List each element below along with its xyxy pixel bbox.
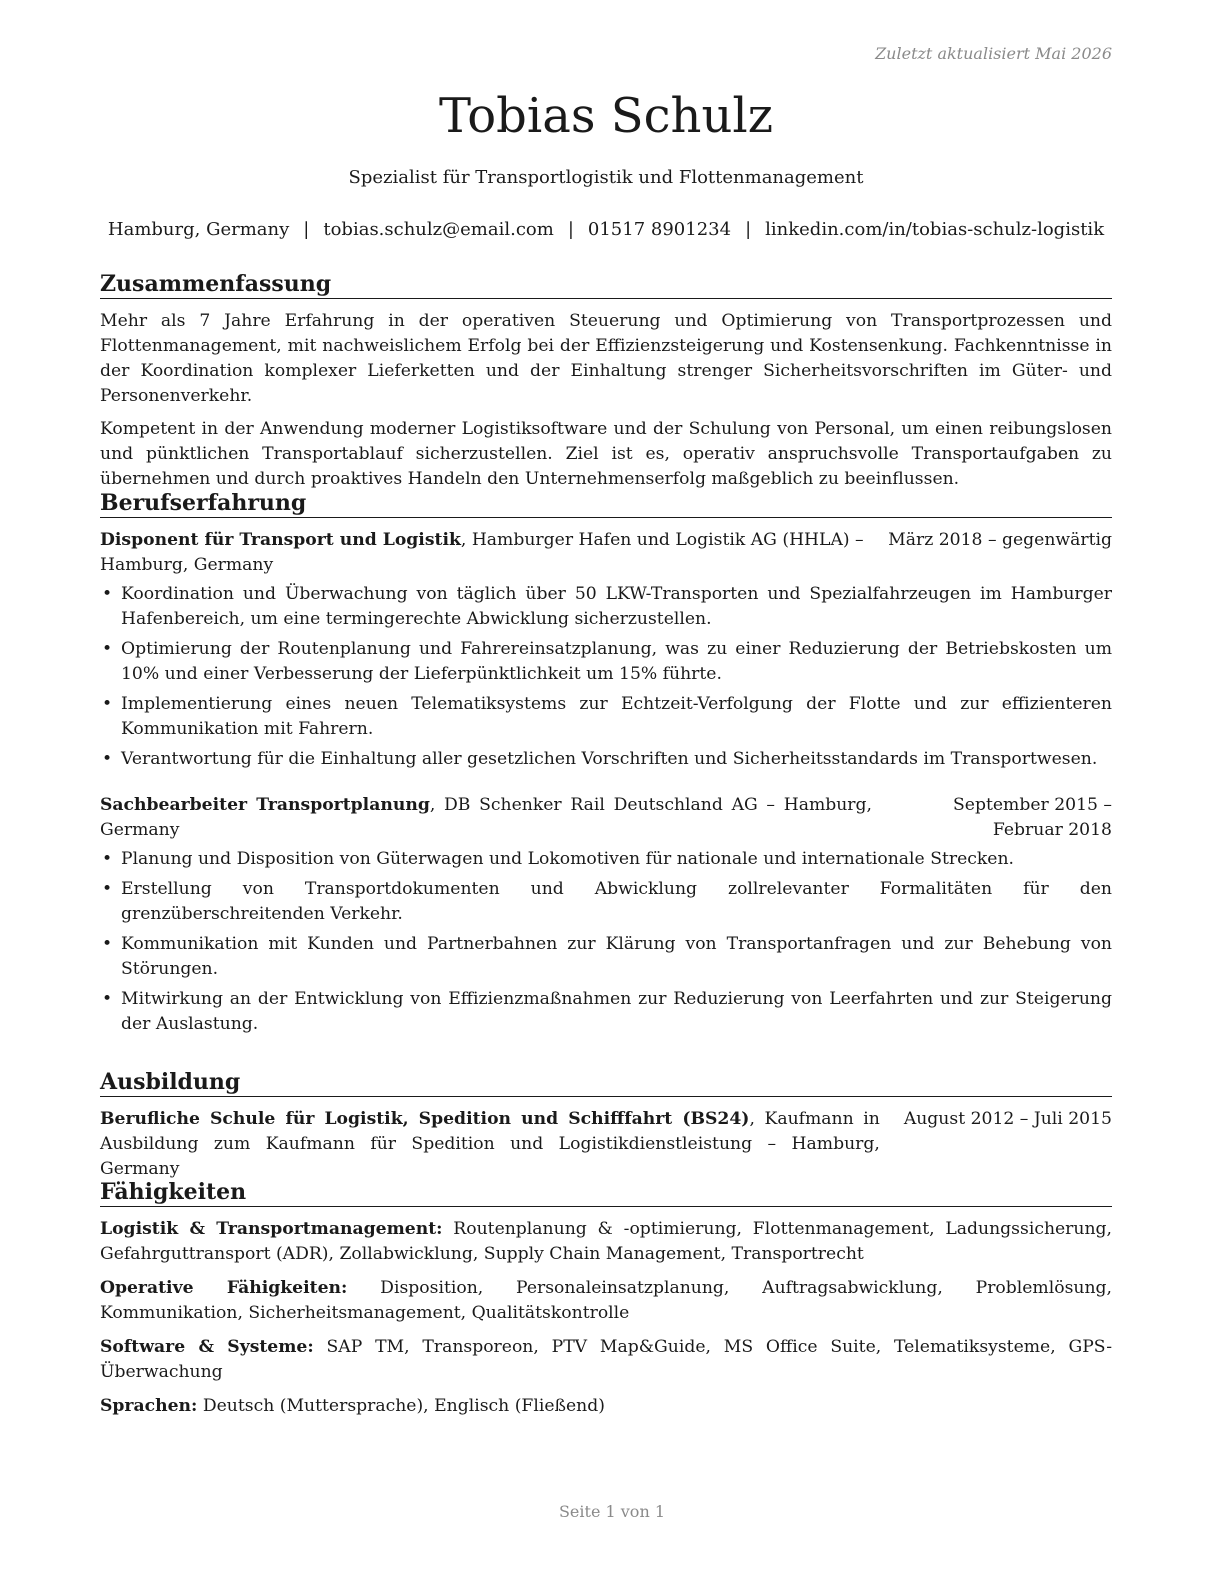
job-bullet: • Planung und Disposition von Güterwagen und Lokomotiven für nationale und internationale Strecken. [100, 847, 1112, 872]
education-description [100, 1107, 880, 1182]
candidate-subtitle: Spezialist für Transportlogistik und Flottenmanagement [348, 167, 864, 188]
job-title-line [100, 528, 878, 553]
education-section [100, 1068, 1112, 1182]
section-title-experience: Berufserfahrung [100, 489, 1112, 518]
skill-label: Sprachen: [100, 1396, 198, 1416]
job-bullet: • Erstellung von Transportdokumenten und Abwicklung zollrelevanter Formalitäten für den grenzüberschreitenden Verkehr. [100, 877, 1112, 927]
skill-value: Routenplanung & -optimierung, Flottenmanagement, Ladungssicherung, Gefahrguttransport (ADR), Zollabwicklung, Supply Chain Management, Transportrecht [100, 1219, 1113, 1264]
job-bullet: • Mitwirkung an der Entwicklung von Effizienzmaßnahmen zur Reduzierung von Leerfahrten und zur Steigerung der Auslastung. [100, 987, 1112, 1037]
contact-location: Hamburg, Germany [107, 219, 290, 240]
contact-separator: | [567, 219, 574, 240]
job-bullet: • Optimierung der Routenplanung und Fahrereinsatzplanung, was zu einer Reduzierung der Betriebskosten um 10% und einer Verbesserung der Lieferpünktlichkeit um 15% führte. [100, 637, 1112, 687]
job-header [100, 793, 1112, 843]
education-detail: , Kaufmann in Ausbildung zum Kaufmann für Spedition und Logistikdienstleistung – Hamburg, Germany [100, 1109, 880, 1179]
contact-line [100, 219, 1112, 240]
job-company: , DB Schenker Rail Deutschland AG – Hamburg, Germany [100, 795, 872, 840]
section-title-summary: Zusammenfassung [100, 270, 1112, 299]
job-bullet: • Koordination und Überwachung von täglich über 50 LKW-Transporten und Spezialfahrzeugen im Hamburger Hafenbereich, um eine termingerechte Abwicklung sicherzustellen. [100, 582, 1112, 632]
education-dates: August 2012 – Juli 2015 [903, 1109, 1112, 1129]
job-bullet: • Kommunikation mit Kunden und Partnerbahnen zur Klärung von Transportanfragen und zur Behebung von Störungen. [100, 932, 1112, 982]
job-bullet-list [100, 847, 1112, 1037]
summary-section [100, 270, 1112, 500]
skill-value: Deutsch (Muttersprache), Englisch (Fließend) [197, 1396, 605, 1416]
job-header [100, 528, 1112, 553]
section-title-education: Ausbildung [100, 1068, 1112, 1097]
education-school: Berufliche Schule für Logistik, Spedition und Schifffahrt (BS24) [100, 1109, 750, 1129]
last-updated-note: Zuletzt aktualisiert Mai 2026 [875, 44, 1112, 63]
contact-email[interactable]: tobias.schulz@email.com [323, 219, 554, 240]
job-dates: März 2018 – gegenwärtig [888, 530, 1112, 550]
skill-row [100, 1335, 1112, 1385]
skill-value: SAP TM, Transporeon, PTV Map&Guide, MS Office Suite, Telematiksysteme, GPS-Überwachung [100, 1337, 1112, 1382]
skill-value: Disposition, Personaleinsatzplanung, Auftragsabwicklung, Problemlösung, Kommunikation, Sicherheitsmanagement, Qualitätskontrolle [100, 1278, 1112, 1323]
job-role: Sachbearbeiter Transportplanung [100, 795, 430, 815]
skill-row [100, 1276, 1112, 1326]
job-title-line [100, 793, 872, 843]
job-role: Disponent für Transport und Logistik [100, 530, 461, 550]
education-header [100, 1107, 1112, 1182]
section-title-skills: Fähigkeiten [100, 1178, 1112, 1207]
job-entry [100, 528, 1112, 772]
skill-label: Logistik & Transportmanagement: [100, 1219, 443, 1239]
contact-phone[interactable]: 01517 8901234 [587, 219, 732, 240]
education-entry [100, 1107, 1112, 1182]
skills-section [100, 1178, 1112, 1428]
skill-row [100, 1394, 1112, 1419]
job-entry [100, 793, 1112, 1037]
job-bullet: • Verantwortung für die Einhaltung aller gesetzlichen Vorschriften und Sicherheitsstandards im Transportwesen. [100, 747, 1112, 772]
skill-row [100, 1217, 1112, 1267]
contact-linkedin[interactable]: linkedin.com/in/tobias-schulz-logistik [765, 219, 1105, 240]
summary-paragraph: Kompetent in der Anwendung moderner Logistiksoftware und der Schulung von Personal, um einen reibungslosen und pünktlichen Transportablauf sicherzustellen. Ziel ist es, operativ anspruchsvolle Transportaufgaben zu übernehmen und durch proaktives Handeln den Unternehmenserfolg maßgeblich zu beeinflussen. [100, 419, 1112, 489]
contact-separator: | [745, 219, 752, 240]
skill-label: Software & Systeme: [100, 1337, 314, 1357]
job-bullet: • Implementierung eines neuen Telematiksystems zur Echtzeit-Verfolgung der Flotte und zur effizienteren Kommunikation mit Fahrern. [100, 692, 1112, 742]
job-dates: September 2015 – Februar 2018 [953, 795, 1112, 840]
summary-paragraph: Mehr als 7 Jahre Erfahrung in der operativen Steuerung und Optimierung von Transportprozessen und Flottenmanagement, mit nachweislichem Erfolg bei der Effizienzsteigerung und Kostensenkung. Fachkenntnisse in der Koordination komplexer Lieferketten und der Einhaltung strenger Sicherheitsvorschriften im Güter- und Personenverkehr. [100, 311, 1112, 406]
skill-label: Operative Fähigkeiten: [100, 1278, 348, 1298]
contact-separator: | [303, 219, 310, 240]
job-bullet-list [100, 582, 1112, 772]
experience-section [100, 489, 1112, 1042]
candidate-name: Tobias Schulz [438, 88, 773, 144]
page-number-footer: Seite 1 von 1 [558, 1502, 666, 1521]
job-company: , Hamburger Hafen und Logistik AG (HHLA) – [460, 530, 864, 550]
job-location: Hamburg, Germany [100, 555, 274, 575]
